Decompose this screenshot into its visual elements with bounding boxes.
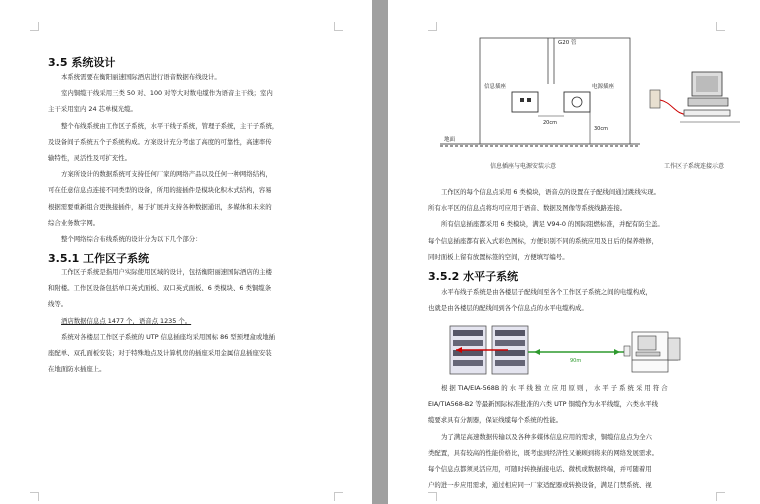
text-line: 所有信息插座都采用 6 类模块，满足 V94-0 的国际阻燃标准，并配有防尘盖。 <box>441 220 664 229</box>
text-line: 工作区的每个信息点采用 6 类模块，语音点的设置在子配线间通过跳线实现。 <box>441 188 661 196</box>
text-line: 每个信息插座都有嵌入式彩色图标，方便识别不同的系统应用及日后的保养维修， <box>428 236 659 245</box>
wall-outlet-icon <box>624 346 630 356</box>
work-area-paragraph <box>48 264 324 377</box>
horizontal-cabling-figure <box>448 322 708 378</box>
text-line: 同时面板上留有放置标签的空间，方便填写编号。 <box>428 252 569 261</box>
g20-label: G20 管 <box>558 40 577 46</box>
text-line: 及设备间子系统五个子系统构成。方案设计充分考虑了高度的可靠性，高速率传 <box>48 137 272 146</box>
text-line: 工作区子系统是指用户实际使用区域的设计，包括衡阳丽速国际酒店的主楼 <box>61 268 272 276</box>
section-heading-3-5-1: 3.5.1 工作区子系统 <box>48 252 150 265</box>
workstation-connection-illustration <box>650 72 740 122</box>
crop-mark <box>428 22 437 31</box>
crop-mark <box>334 22 343 31</box>
underlined-note: 酒店数据信息点 1477 个，语音点 1235 个。 <box>61 316 192 325</box>
info-socket-box <box>512 92 538 112</box>
document-page-right <box>388 0 760 504</box>
intro-paragraphs <box>48 69 324 247</box>
wall-outlet-icon <box>650 90 660 108</box>
text-line: 为了满足高速数据传输以及各种多媒体信息应用的需求，铜缆信息点为全六 <box>441 432 652 441</box>
text-line: 和附楼。工作区设备包括单口英式面板、双口英式面板、6 类模块、6 类铜缆条 <box>48 284 272 293</box>
text-line: 线等。 <box>48 300 68 309</box>
text-line: 每个信息点都须灵活应用，可随时转换插接电话、微机或数据终端，并可随着用 <box>428 465 652 474</box>
workstation-icon <box>624 332 680 372</box>
distance-30cm-label: 30cm <box>594 126 608 132</box>
horizontal-subsystem-paragraph <box>428 284 716 316</box>
info-socket-label: 信息插座 <box>484 84 507 90</box>
wall-diagram <box>440 38 640 146</box>
text-line: 室内铜缆干线采用三类 50 对、100 对等大对数电缆作为语音主干线；室内 <box>61 89 273 98</box>
text-line: 整个网络综合布线系统的设计分为以下几个部分： <box>61 235 202 244</box>
power-socket-box <box>564 92 590 112</box>
text-line: 户的进一步应用需求，通过相应同一厂家适配器或转换设备，满足门禁系统、视 <box>428 481 652 490</box>
computer-case-icon <box>688 98 728 106</box>
text-line: 缆要求具有分割器，保证线缆每个系统的性能。 <box>428 416 563 425</box>
text-line: EIA/TIA568-B2 等最新国际标准批准的六类 UTP 铜缆作为水平线缆，六类水平线 <box>428 400 659 409</box>
text-line: 座配单、双孔面板安装；对于特殊地点及计算机房的插座采用金属信息插座安装 <box>48 349 272 358</box>
text-line: 根据需要重新组合更换接插件，易于扩展并支持各种数据通讯，多媒体和未来的 <box>48 202 272 211</box>
cable-length-label: 90m <box>570 358 582 364</box>
distance-20cm-label: 20cm <box>543 120 557 126</box>
text-line <box>48 313 324 329</box>
crop-mark <box>716 22 725 31</box>
figure-caption-left: 信息插座与电源安装示意 <box>490 163 557 170</box>
text-line: 可在任意信息点连接不同类型的设备，所用的接插件是模块化积木式结构，容易 <box>48 186 272 195</box>
section-heading-3-5: 3.5 系统设计 <box>48 56 116 69</box>
text-line: 整个布线系统由工作区子系统，水平干线子系统，管理子系统，主干子系统， <box>61 121 279 130</box>
text-line: 本系统需要在衡阳丽速国际酒店进行语音数据布线设计。 <box>61 73 221 81</box>
power-socket-label: 电源插座 <box>592 84 615 90</box>
crop-mark <box>30 22 39 31</box>
socket-installation-figure <box>440 32 744 172</box>
text-line: 也就是由各楼层的配线间到各个信息点的水平电缆构成。 <box>428 304 588 313</box>
crop-mark <box>716 492 725 501</box>
text-line: 根 据 TIA/EIA-568B 的 水 平 线 独 立 应 用 原 则 ， 水 平 子 系 统 采 用 符 合 <box>441 384 668 392</box>
text-line: 类配置，具有较高的性能价格比，既考虑到经济性又兼顾到将来的网络发展需求。 <box>428 448 659 457</box>
crop-mark <box>30 492 39 501</box>
section-heading-3-5-2: 3.5.2 水平子系统 <box>428 270 519 283</box>
keyboard-icon <box>684 110 730 116</box>
text-line: 综合业务数字网。 <box>48 218 100 227</box>
text-line: 输特性，灵活性及可扩充性。 <box>48 154 132 163</box>
text-line: 系统对各楼层工作区子系统的 UTP 信息插座均采用国标 86 型预埋盒或地插 <box>61 332 276 341</box>
crop-mark <box>334 492 343 501</box>
document-page-left <box>0 0 372 504</box>
standards-paragraph <box>428 380 716 493</box>
text-line: 主干采用室内 24 芯单模光缆。 <box>48 105 137 114</box>
text-line: 所有水平区的信息点将均可应用于语音、数据及图像等系统线路连接。 <box>428 204 627 213</box>
text-line: 水平布线子系统是由各楼层子配线间至各个工作区子系统之间的电缆构成， <box>441 288 652 296</box>
figure-caption-right: 工作区子系统连接示意 <box>664 163 725 170</box>
work-area-info-paragraph <box>428 184 716 265</box>
text-line: 在地面防水插座上。 <box>48 365 106 374</box>
floor-label: 地面 <box>444 137 456 143</box>
text-line: 方案所设计的数据系统可支持任何厂家的网络产品以及任何一种网络结构， <box>61 170 272 179</box>
